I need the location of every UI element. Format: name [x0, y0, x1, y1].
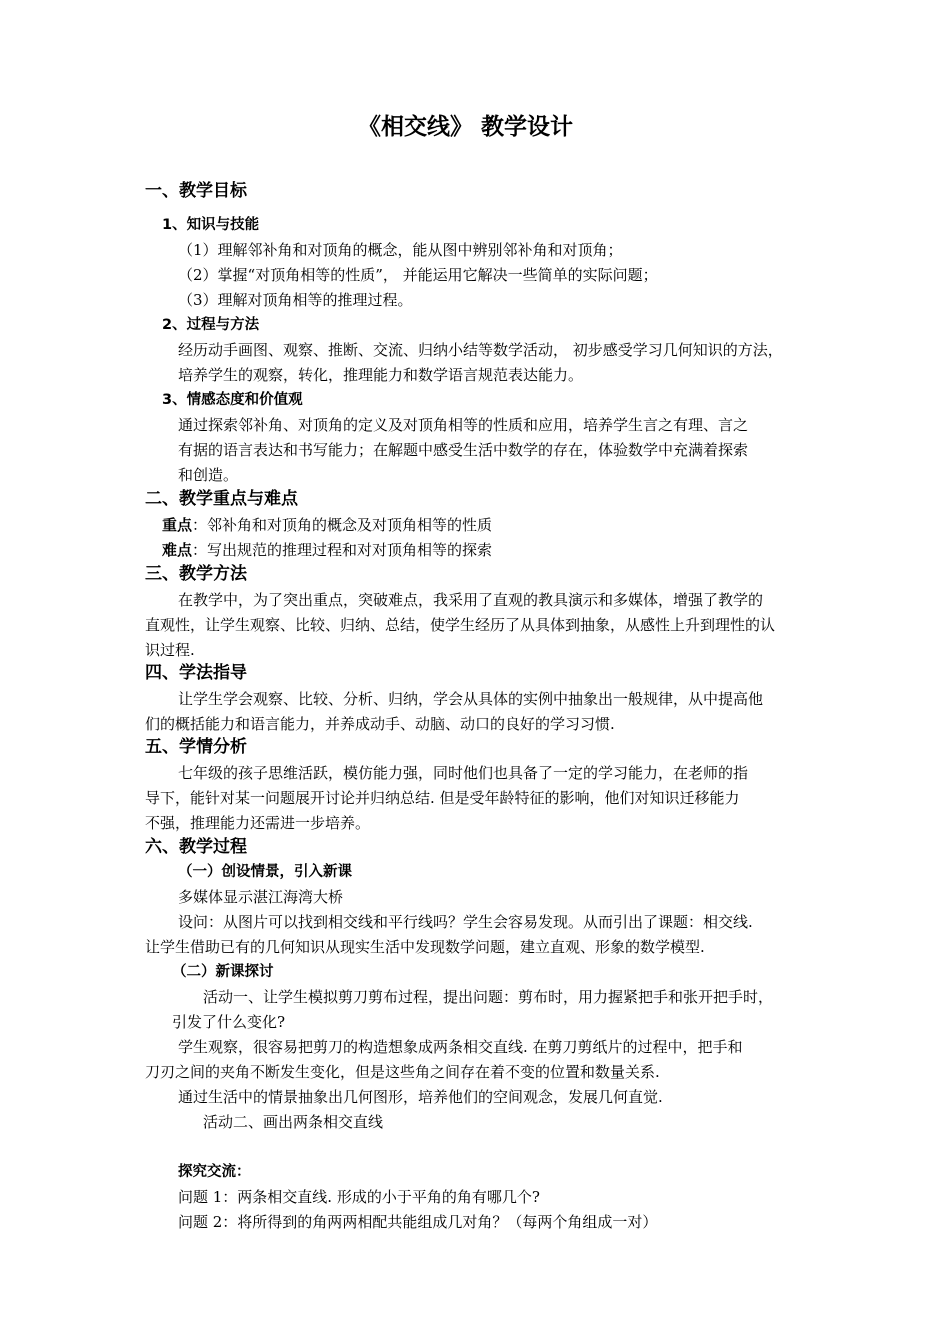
difficulty-text: ：写出规范的推理过程和对对顶角相等的探索: [192, 541, 493, 559]
section-heading-key-points: 二、教学重点与难点: [145, 489, 298, 509]
analysis-line-1: 七年级的孩子思维活跃，模仿能力强，同时他们也具备了一定的学习能力，在老师的指: [178, 764, 749, 782]
subheading-create-scenario: （一）创设情景，引入新课: [178, 864, 352, 880]
process-line-1: 经历动手画图、观察、推断、交流、归纳小结等数学活动， 初步感受学习几何知识的方法，: [178, 341, 783, 359]
section-heading-study-guidance: 四、学法指导: [145, 663, 247, 683]
subheading-process-method: 2、过程与方法: [162, 317, 260, 333]
activity-line-2: 引发了什么变化?: [172, 1013, 286, 1031]
guidance-line-2: 们的概括能力和语言能力，并养成动手、动脑、动口的良好的学习习惯.: [145, 715, 615, 733]
subheading-knowledge-skills: 1、知识与技能: [162, 217, 260, 233]
question-2: 问题 2：将所得到的角两两相配共能组成几对角？（每两个角组成一对）: [178, 1213, 658, 1231]
guidance-line-1: 让学生学会观察、比较、分析、归纳，学会从具体的实例中抽象出一般规律，从中提高他: [178, 690, 764, 708]
attitude-line-3: 和创造。: [178, 466, 239, 484]
section-heading-objectives: 一、教学目标: [145, 181, 247, 201]
attitude-line-2: 有据的语言表达和书写能力；在解题中感受生活中数学的存在，体验数学中充满着探索: [178, 441, 749, 459]
section-heading-methods: 三、教学方法: [145, 564, 247, 584]
methods-line-1: 在教学中，为了突出重点，突破难点，我采用了直观的教具演示和多媒体，增强了教学的: [178, 591, 764, 609]
subheading-explore-exchange: 探究交流：: [178, 1164, 251, 1180]
activity-line-1: 活动一、让学生模拟剪刀剪布过程，提出问题：剪布时，用力握紧把手和张开把手时，: [203, 988, 774, 1006]
activity-line-5: 通过生活中的情景抽象出几何图形，培养他们的空间观念，发展几何直觉.: [178, 1088, 663, 1106]
activity-line-3: 学生观察，很容易把剪刀的构造想象成两条相交直线. 在剪刀剪纸片的过程中，把手和: [178, 1038, 743, 1056]
scenario-line-1: 多媒体显示湛江海湾大桥: [178, 888, 344, 906]
attitude-line-1: 通过探索邻补角、对顶角的定义及对顶角相等的性质和应用，培养学生言之有理、言之: [178, 416, 749, 434]
section-heading-teaching-process: 六、教学过程: [145, 837, 247, 857]
subheading-attitude-values: 3、情感态度和价值观: [162, 392, 303, 408]
activity-line-6: 活动二、画出两条相交直线: [203, 1113, 384, 1131]
question-1: 问题 1：两条相交直线. 形成的小于平角的角有哪几个?: [178, 1188, 540, 1206]
subheading-new-lesson: （二）新课探讨: [172, 964, 274, 980]
goal-line-2: （2）掌握“对顶角相等的性质”， 并能运用它解决一些简单的实际问题；: [178, 266, 658, 284]
goal-line-3: （3）理解对顶角相等的推理过程。: [178, 291, 413, 309]
page-title: 《相交线》 教学设计: [358, 114, 574, 140]
analysis-line-3: 不强，推理能力还需进一步培养。: [145, 814, 371, 832]
goal-line-1: （1）理解邻补角和对顶角的概念，能从图中辨别邻补角和对顶角；: [178, 241, 623, 259]
section-heading-learner-analysis: 五、学情分析: [145, 737, 247, 757]
difficulty-label: 难点: [162, 541, 193, 559]
analysis-line-2: 导下，能针对某一问题展开讨论并归纳总结. 但是受年龄特征的影响，他们对知识迁移能力: [145, 789, 740, 807]
key-point-text: ：邻补角和对顶角的概念及对顶角相等的性质: [192, 516, 493, 534]
key-point-label: 重点: [162, 516, 193, 534]
activity-line-4: 刀刃之间的夹角不断发生变化，但是这些角之间存在着不变的位置和数量关系.: [145, 1063, 660, 1081]
scenario-line-2: 设问：从图片可以找到相交线和平行线吗？学生会容易发现。从而引出了课题：相交线.: [178, 913, 753, 931]
process-line-2: 培养学生的观察，转化，推理能力和数学语言规范表达能力。: [178, 366, 584, 384]
scenario-line-3: 让学生借助已有的几何知识从现实生活中发现数学问题，建立直观、形象的数学模型.: [145, 938, 705, 956]
methods-line-3: 识过程.: [145, 641, 195, 659]
methods-line-2: 直观性，让学生观察、比较、归纳、总结，使学生经历了从具体到抽象，从感性上升到理性的认: [145, 616, 776, 634]
key-point-line: [162, 514, 492, 536]
difficulty-line: [162, 539, 492, 561]
